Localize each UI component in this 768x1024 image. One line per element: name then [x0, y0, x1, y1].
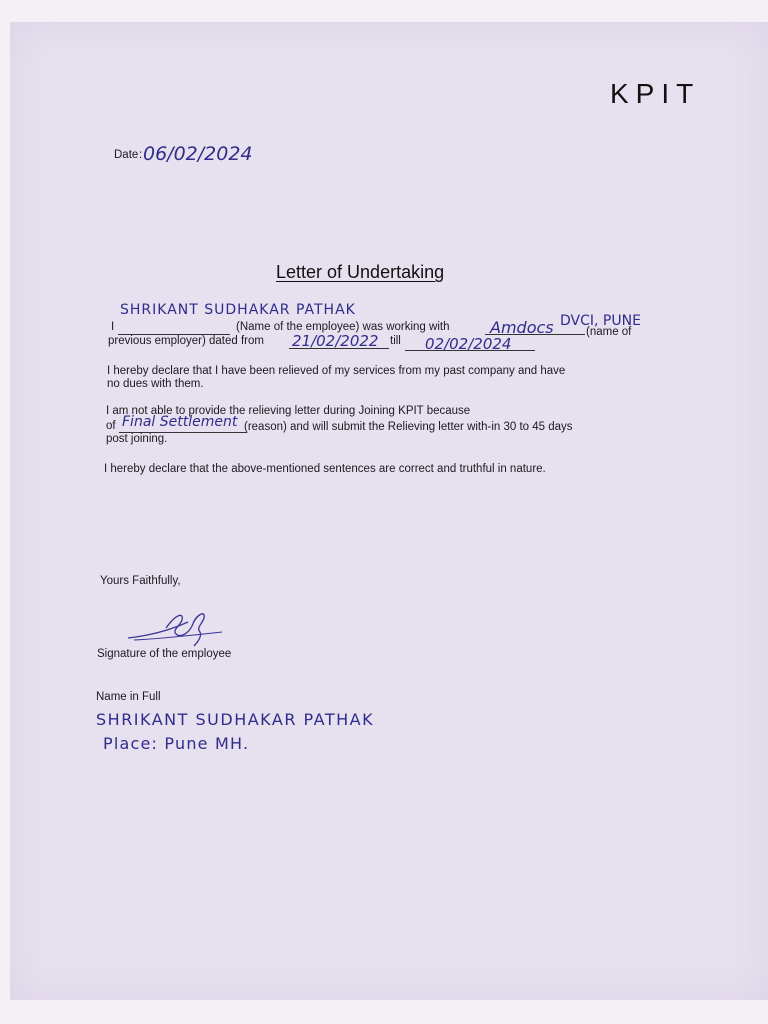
kpit-logo: KPIT: [610, 78, 701, 109]
name-in-full-handwritten: SHRIKANT SUDHAKAR PATHAK: [96, 710, 375, 729]
p3-line1: I am not able to provide the relieving letter during Joining KPIT because: [106, 405, 471, 417]
date-colon: :: [139, 149, 143, 161]
p1-line2-prefix: previous employer) dated from: [108, 335, 264, 347]
name-in-full-label: Name in Full: [96, 691, 161, 703]
from-date-handwritten: 21/02/2022: [292, 332, 379, 350]
p4-declaration: I hereby declare that the above-mentioned sentences are correct and truthful in nature.: [104, 463, 546, 475]
p3-line3: post joining.: [106, 433, 168, 445]
date-label: Date: [114, 149, 139, 161]
page-title: Letter of Undertaking: [276, 262, 445, 282]
employee-name-handwritten: SHRIKANT SUDHAKAR PATHAK: [120, 302, 356, 318]
p2-line1: I hereby declare that I have been relieved of my services from my past company and have: [107, 365, 566, 377]
till-label: till: [390, 335, 401, 347]
till-date-handwritten: 02/02/2024: [425, 335, 512, 353]
date-value: 06/02/2024: [143, 143, 253, 165]
signature-image: [126, 606, 226, 648]
employer-location-handwritten: DVCI, PUNE: [560, 313, 641, 329]
signature-label: Signature of the employee: [97, 648, 232, 660]
p1-prefix: I: [111, 321, 115, 333]
p1-name-hint: (Name of the employee) was working with: [236, 321, 450, 333]
p3-line2-rest: (reason) and will submit the Relieving letter with-in 30 to 45 days: [244, 421, 573, 433]
p2-line2: no dues with them.: [107, 378, 204, 390]
employer-handwritten: Amdocs: [490, 318, 554, 337]
closing-yours-faithfully: Yours Faithfully,: [100, 575, 181, 587]
reason-handwritten: Final Settlement: [122, 414, 238, 430]
p1-employer-hint: (name of: [586, 326, 632, 338]
letter-page: [10, 22, 768, 1000]
p3-of-label: of: [106, 420, 116, 432]
place-handwritten: Place: Pune MH.: [103, 734, 250, 753]
